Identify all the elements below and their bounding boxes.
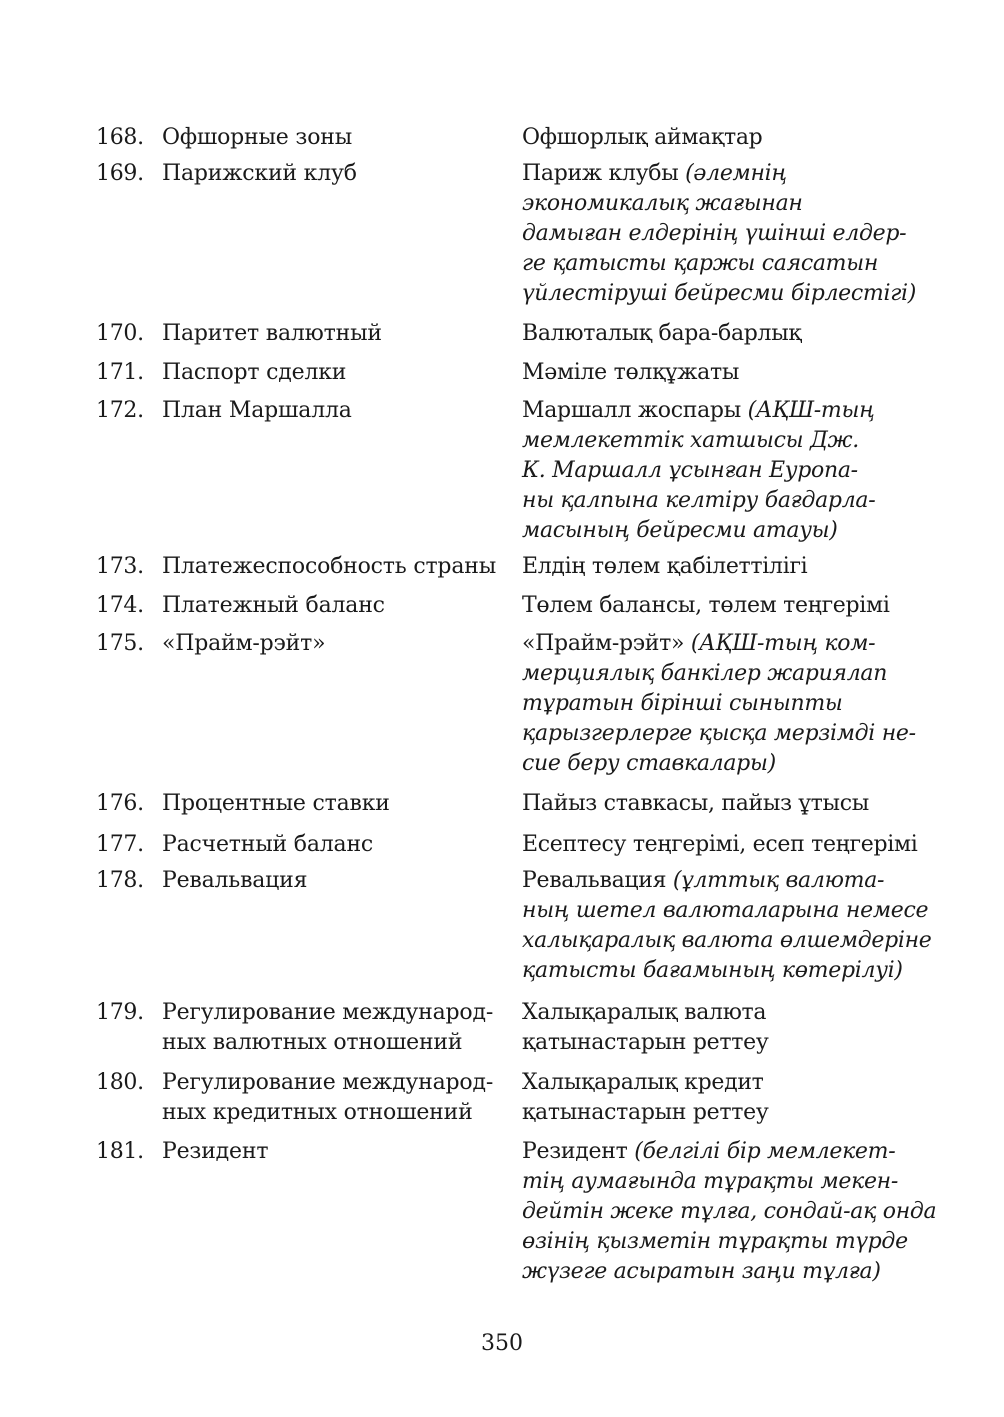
kazakh-explanation-text: қарызгерлерге қысқа мерзімді не- [522,721,916,746]
entry-number: 173. [96,554,144,579]
kazakh-explanation-text: (ұлттық валюта- [672,868,885,893]
russian-term [162,552,502,582]
kazakh-translation-line [522,719,916,749]
russian-term [162,1137,502,1167]
russian-term-line: Платежеспособность страны [162,554,497,579]
kazakh-term-text: Халықаралық кредит [522,1070,764,1095]
kazakh-term-text: Маршалл жоспары [522,398,748,423]
kazakh-translation-line [522,629,912,659]
kazakh-translation [522,552,912,582]
russian-term-line: Расчетный баланс [162,832,374,857]
kazakh-translation [522,358,912,388]
kazakh-translation-line [522,516,912,546]
kazakh-explanation-text: үйлестіруші бейресми бірлестігі) [522,281,917,306]
russian-term-line: Парижский клуб [162,161,357,186]
russian-term-line: Паритет валютный [162,321,382,346]
russian-term-line: Регулирование международ- [162,1000,494,1025]
kazakh-translation [522,591,912,621]
russian-term [162,396,502,426]
kazakh-term-text: Резидент [522,1139,635,1164]
russian-term-line: Ревальвация [162,868,308,893]
kazakh-term-text: Халықаралық валюта [522,1000,767,1025]
kazakh-term-text: Ревальвация [522,868,673,893]
russian-term [162,159,502,189]
kazakh-translation-line [522,689,912,719]
entry-number: 176. [96,791,144,816]
kazakh-explanation-text: ны қалпына келтіру бағдарла- [522,488,876,513]
russian-term [162,123,502,153]
russian-term [162,591,502,621]
kazakh-translation-line [522,830,918,860]
entry-number: 178. [96,868,144,893]
entry-number: 181. [96,1139,144,1164]
kazakh-translation-line [522,123,912,153]
kazakh-term-text: Париж клубы [522,161,686,186]
kazakh-explanation-text: мемлекеттік хатшысы Дж. [522,428,859,453]
kazakh-term-text: Офшорлық аймақтар [522,125,763,150]
kazakh-translation-line [522,358,912,388]
kazakh-explanation-text: (әлемнің [685,161,787,186]
kazakh-explanation-text: (белгілі бір мемлекет- [634,1139,896,1164]
kazakh-explanation-text: ның шетел валюталарына немесе [522,898,929,923]
kazakh-translation-line [522,219,912,249]
russian-term-line: ных кредитных отношений [162,1100,473,1125]
kazakh-translation [522,396,912,546]
kazakh-translation-line [522,926,932,956]
kazakh-translation-line [522,998,912,1028]
kazakh-explanation-text: К. Маршалл ұсынған Еуропа- [522,458,858,483]
kazakh-explanation-text: экономикалық жағынан [522,191,803,216]
kazakh-translation [522,1068,912,1128]
kazakh-term-text: қатынастарын реттеу [522,1030,769,1055]
entry-number: 170. [96,321,144,346]
kazakh-translation-line [522,1068,912,1098]
russian-term [162,1068,502,1128]
kazakh-term-text: Пайыз ставкасы, пайыз ұтысы [522,791,869,816]
russian-term [162,866,502,896]
entry-number: 168. [96,125,144,150]
kazakh-explanation-text: тің аумағында тұрақты мекен- [522,1169,899,1194]
entry-number: 175. [96,631,144,656]
kazakh-term-text: Мәміле төлқұжаты [522,360,740,385]
kazakh-term-text: Есептесу теңгерімі, есеп теңгерімі [522,832,918,857]
page-number: 350 [481,1331,523,1356]
entry-number: 180. [96,1070,144,1095]
kazakh-translation-line [522,749,912,779]
kazakh-translation-line [522,279,917,309]
entry-number: 177. [96,832,144,857]
kazakh-translation-line [522,866,912,896]
kazakh-translation-line [522,956,912,986]
russian-term [162,358,502,388]
russian-term [162,319,502,349]
russian-term [162,998,502,1058]
kazakh-translation [522,866,932,986]
kazakh-translation-line [522,319,912,349]
kazakh-translation-line [522,1167,912,1197]
entry-number: 171. [96,360,144,385]
kazakh-explanation-text: (АҚШ-тың [747,398,875,423]
kazakh-translation-line [522,456,912,486]
kazakh-translation-line [522,659,912,689]
kazakh-translation [522,830,918,860]
kazakh-explanation-text: дамыған елдерінің үшінші елдер- [522,221,907,246]
russian-term-line: Регулирование международ- [162,1070,494,1095]
kazakh-translation [522,159,917,309]
kazakh-translation-line [522,896,929,926]
kazakh-explanation-text: өзінің қызметін тұрақты түрде [522,1229,908,1254]
russian-term-line: ных валютных отношений [162,1030,463,1055]
kazakh-translation-line [522,1227,912,1257]
kazakh-translation-line [522,1098,912,1128]
russian-term [162,830,502,860]
kazakh-term-text: «Прайм-рэйт» [522,631,691,656]
kazakh-explanation-text: сие беру ставкалары) [522,751,776,776]
kazakh-explanation-text: жүзеге асыратын заңи тұлға) [522,1259,881,1284]
kazakh-translation-line [522,1137,912,1167]
kazakh-explanation-text: (АҚШ-тың ком- [690,631,876,656]
kazakh-translation-line [522,396,912,426]
kazakh-explanation-text: дейтін жеке тұлға, сондай-ақ онда [522,1199,937,1224]
kazakh-translation [522,319,912,349]
russian-term-line: План Маршалла [162,398,352,423]
kazakh-translation-line [522,159,912,189]
kazakh-term-text: Валюталық бара-барлық [522,321,802,346]
kazakh-term-text: қатынастарын реттеу [522,1100,769,1125]
kazakh-term-text: Төлем балансы, төлем теңгерімі [522,593,890,618]
russian-term-line: «Прайм-рэйт» [162,631,326,656]
kazakh-translation-line [522,486,912,516]
russian-term [162,789,502,819]
kazakh-explanation-text: мерциялық банкілер жариялап [522,661,888,686]
kazakh-explanation-text: қатысты бағамының көтерілуі) [522,958,903,983]
entry-number: 172. [96,398,144,423]
kazakh-explanation-text: халықаралық валюта өлшемдеріне [522,928,932,953]
kazakh-translation-line [522,552,912,582]
kazakh-translation-line [522,789,912,819]
kazakh-translation [522,998,912,1058]
kazakh-translation [522,789,912,819]
kazakh-translation-line [522,189,912,219]
entry-number: 169. [96,161,144,186]
kazakh-translation-line [522,249,912,279]
kazakh-translation-line [522,1257,912,1287]
kazakh-explanation-text: тұратын бірінші сыныпты [522,691,843,716]
kazakh-translation-line [522,426,912,456]
entry-number: 179. [96,1000,144,1025]
russian-term-line: Паспорт сделки [162,360,347,385]
kazakh-translation-line [522,591,912,621]
kazakh-explanation-text: масының бейресми атауы) [522,518,838,543]
russian-term [162,629,502,659]
russian-term-line: Офшорные зоны [162,125,353,150]
kazakh-translation [522,1137,937,1287]
russian-term-line: Процентные ставки [162,791,390,816]
kazakh-translation-line [522,1197,937,1227]
kazakh-translation [522,629,916,779]
kazakh-translation [522,123,912,153]
russian-term-line: Платежный баланс [162,593,385,618]
russian-term-line: Резидент [162,1139,269,1164]
kazakh-term-text: Елдің төлем қабілеттілігі [522,554,808,579]
entry-number: 174. [96,593,144,618]
kazakh-translation-line [522,1028,912,1058]
kazakh-explanation-text: ге қатысты қаржы саясатын [522,251,879,276]
